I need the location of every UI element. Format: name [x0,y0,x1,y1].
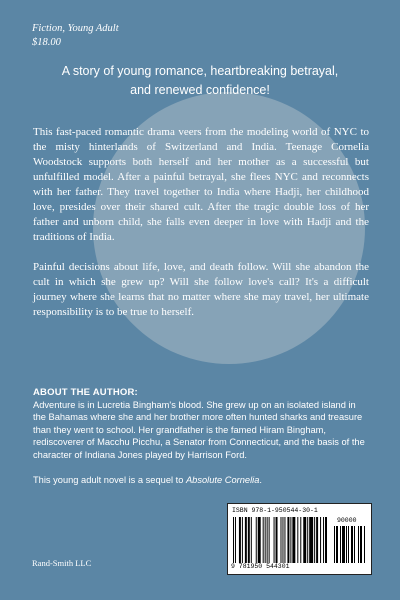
barcode-addon-graphic [334,526,367,563]
addon-number: 90000 [337,517,357,524]
isbn-barcode [227,503,372,575]
barcode-bar [334,526,335,563]
barcode-bar [320,517,321,563]
description-paragraph-1: This fast-paced romantic drama veers from the modeling world of NYC to the misty hinterlands of Switzerland and India. Teenage Cornelia Woodstock supports both herself and her mother as a successful but unfulfilled model. After a painful betrayal, she flees NYC and reconnects with her father. They travel together to India where Hadji, her childhood love, presides over their shared cult. After the tragic double loss of her father and unborn child, she falls even deeper in love with Hadji and the traditions of India. [33,126,369,243]
barcode-bar [251,517,252,563]
barcode-bar [314,517,315,563]
barcode-bar [297,517,298,563]
barcode-bar [267,517,268,563]
tagline-line-1: A story of young romance, heartbreaking betrayal, [61,64,339,78]
barcode-bar [263,517,264,563]
barcode-bar [245,517,247,563]
barcode-number: 9 781950 544301 [231,563,290,570]
barcode-bar [292,517,295,563]
barcode-bar [282,517,283,563]
publisher-name: Rand-Smith LLC [32,558,92,568]
sequel-prefix: This young adult novel is a sequel to [33,475,186,485]
barcode-bar [265,517,266,563]
barcode-bar [248,517,250,563]
barcode-bar [336,526,338,563]
tagline-line-2: and renewed confidence! [130,83,270,97]
barcode-bar [256,517,257,563]
about-author-body: Adventure is in Lucretia Bingham's blood. She grew up on an isolated island in the Bahamas where she and her brother more often hunted sharks and treasure than they went to school. Her grandfather is the famed Hiram Bingham, rediscoverer of Macchu Picchu, a Senator from Connecticut, and the basis of the character of Indiana Jones played by Harrison Ford. [33,400,365,460]
barcode-bar [239,517,241,563]
barcode-bar [290,517,291,563]
barcode-bar [351,526,353,563]
barcode-main-graphic [233,517,327,563]
barcode-bar [303,517,306,563]
barcode-bar [269,517,270,563]
barcode-bar [348,526,349,563]
sequel-title: Absolute Cornelia [185,475,260,485]
barcode-bar [325,517,327,563]
barcode-bar [323,517,324,563]
barcode-bar [242,517,243,563]
description-paragraph-2: Painful decisions about life, love, and death follow. Will she abandon the cult in which she grew up? Will she follow love's call? It's a difficult journey where she learns that no matter where she may travel, her ultimate responsibility is to be true to herself. [33,261,369,318]
barcode-bar [258,517,261,563]
barcode-bars [233,517,327,563]
barcode-bar [316,517,318,563]
barcode-bar [307,517,308,563]
barcode-bar [280,517,281,563]
barcode-bar [233,517,234,563]
barcode-bar [354,526,355,563]
price-label: $18.00 [32,37,61,48]
genre-label: Fiction, Young Adult [32,23,119,34]
barcode-bar [342,526,345,563]
barcode-bar [274,517,275,563]
barcode-bar [340,526,341,563]
barcode-bar [287,517,289,563]
barcode-bar [235,517,236,563]
barcode-bar [346,526,347,563]
about-author-heading: ABOUT THE AUTHOR: [33,387,138,398]
tagline [40,62,360,100]
barcode-bar [309,517,313,563]
barcode-bar [300,517,301,563]
barcode-bar [276,517,278,563]
book-meta [32,22,119,50]
barcode-bar [364,526,365,563]
barcode-bar [284,517,285,563]
sequel-suffix: . [259,475,262,485]
isbn-label: ISBN 978-1-950544-30-1 [232,507,318,514]
barcode-addon-bars [334,526,367,563]
barcode-bar [358,526,359,563]
barcode-bar [360,526,362,563]
book-description [33,125,369,335]
sequel-note [33,475,369,485]
